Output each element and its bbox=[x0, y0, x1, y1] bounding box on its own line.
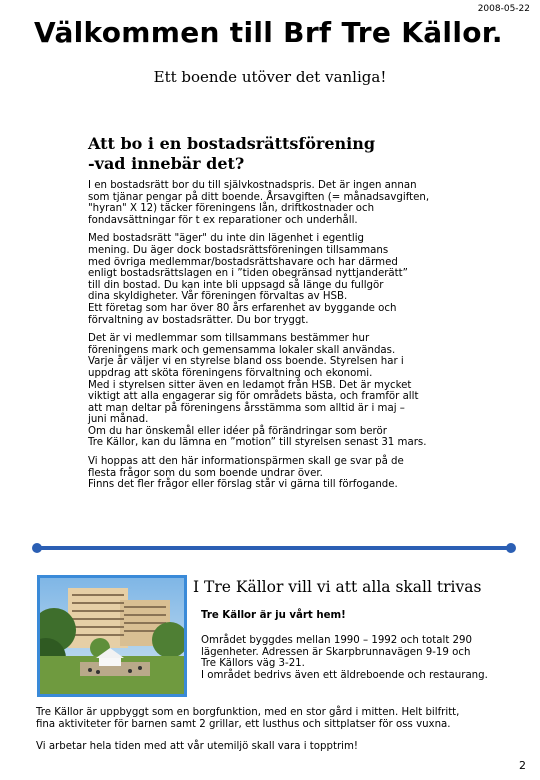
section2-heading: I Tre Källor vill vi att alla skall trivas bbox=[193, 578, 482, 596]
paragraph-3 bbox=[88, 333, 468, 449]
text-line: Tre Källor, kan du lämna en ”motion” till styrelsen senast 31 mars. bbox=[88, 437, 427, 449]
section-bostadsratt bbox=[88, 134, 468, 491]
text-line: mening. Du äger dock bostadsrättsföreningen tillsammans bbox=[88, 244, 389, 256]
text-line: till din bostad. Du kan inte bli uppsagd så länge du fullgör bbox=[88, 279, 384, 291]
text-line: uppdrag att sköta föreningens förvaltning och ekonomi. bbox=[88, 367, 373, 379]
text-line: "hyran" X 12) täcker föreningens lån, driftkostnader och bbox=[88, 203, 375, 215]
text-line: Ett företag som har över 80 års erfarenhet av byggande och bbox=[88, 302, 397, 314]
text-line: I området bedrivs även ett äldreboende och restaurang. bbox=[201, 669, 488, 681]
text-line: som tjänar pengar på ditt boende. Årsavgiften (= månadsavgiften, bbox=[88, 191, 430, 203]
text-line: Vi hoppas att den här informationspärmen skall ge svar på de bbox=[88, 456, 404, 468]
paragraph-4 bbox=[88, 456, 468, 491]
text-line: dina skyldigheter. Vår föreningen förvaltas av HSB. bbox=[88, 291, 348, 303]
text-line: juni månad. bbox=[88, 414, 149, 426]
section2-tagline: Tre Källor är ju vårt hem! bbox=[201, 610, 346, 621]
page-number: 2 bbox=[519, 759, 526, 772]
text-line: viktigt att alla engagerar sig för områdets bästa, och framför allt bbox=[88, 391, 419, 403]
page-title: Välkommen till Brf Tre Källor. bbox=[34, 16, 503, 49]
paragraph-2 bbox=[88, 233, 468, 326]
text-line: flesta frågor som du som boende undrar över. bbox=[88, 467, 323, 479]
text-line: lägenheter. Adressen är Skarpbrunnavägen 9-19 och bbox=[201, 646, 471, 658]
text-line: Med bostadsrätt "äger" du inte din lägenhet i egentlig bbox=[88, 233, 365, 245]
text-line: Om du har önskemål eller idéer på förändringar som berör bbox=[88, 425, 387, 437]
text-line: I en bostadsrätt bor du till självkostnadspris. Det är ingen annan bbox=[88, 180, 417, 191]
text-line: Tre Källors väg 3-21. bbox=[201, 658, 305, 670]
divider-end-dot bbox=[506, 543, 516, 553]
text-line: Området byggdes mellan 1990 – 1992 och totalt 290 bbox=[201, 635, 473, 646]
section-heading bbox=[88, 134, 468, 174]
text-line: fondavsättningar för t ex reparationer och underhåll. bbox=[88, 214, 358, 226]
text-line: Finns det fler frågor eller förslag står vi gärna till förfogande. bbox=[88, 479, 398, 491]
text-line: Med i styrelsen sitter även en ledamot från HSB. Det är mycket bbox=[88, 379, 412, 391]
courtyard-photo bbox=[37, 575, 187, 697]
text-line: Varje år väljer vi en styrelse bland oss boende. Styrelsen har i bbox=[88, 356, 404, 368]
text-line: med övriga medlemmar/bostadsrättshavare och har därmed bbox=[88, 256, 398, 268]
page-subtitle: Ett boende utöver det vanliga! bbox=[153, 68, 387, 86]
text-line: enligt bostadsrättslagen en i ”tiden obegränsad nyttjanderätt” bbox=[88, 268, 408, 280]
text-line: att man deltar på föreningens årsstämma som alltid är i maj – bbox=[88, 402, 405, 414]
section-divider bbox=[36, 546, 512, 550]
text-line: Vi arbetar hela tiden med att vår utemiljö skall vara i topptrim! bbox=[36, 741, 358, 752]
courtyard-photo-illustration bbox=[40, 578, 184, 694]
paragraph-1 bbox=[88, 180, 468, 226]
divider-end-dot bbox=[32, 543, 42, 553]
text-line: Tre Källor är uppbyggt som en borgfunktion, med en stor gård i mitten. Helt bilfritt, bbox=[36, 707, 460, 718]
closing-line bbox=[36, 741, 358, 753]
bottom-paragraph bbox=[36, 707, 459, 730]
text-line: fina aktiviteter för barnen samt 2 grillar, ett lusthus och sittplatser för oss vuxna. bbox=[36, 718, 451, 730]
heading-line: Att bo i en bostadsrättsförening bbox=[88, 134, 376, 153]
document-date: 2008-05-22 bbox=[477, 4, 530, 14]
text-line: förvaltning av bostadsrätter. Du bor tryggt. bbox=[88, 314, 309, 326]
text-line: föreningens mark och gemensamma lokaler skall användas. bbox=[88, 344, 396, 356]
heading-line: -vad innebär det? bbox=[88, 154, 245, 173]
section2-paragraph bbox=[201, 635, 488, 681]
text-line: Det är vi medlemmar som tillsammans bestämmer hur bbox=[88, 333, 370, 345]
